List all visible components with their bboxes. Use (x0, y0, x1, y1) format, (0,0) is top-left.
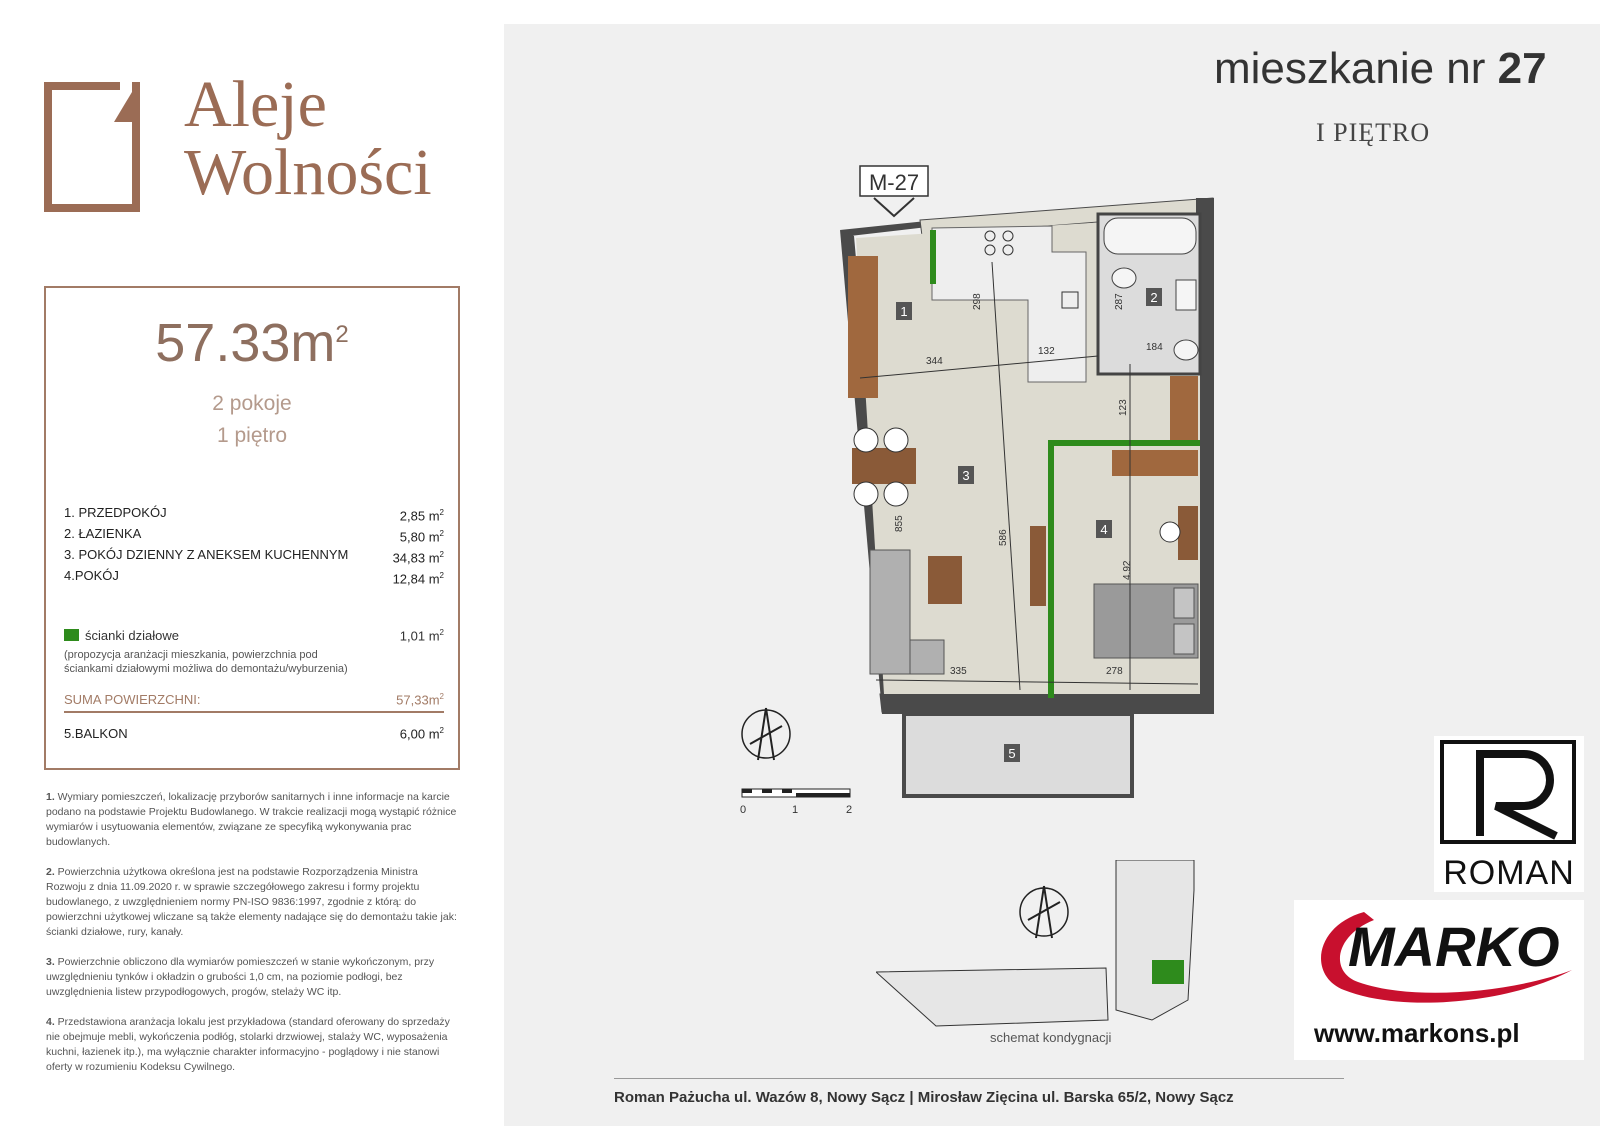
room-row: 4.POKÓJ 12,84 $m^2$ (64, 568, 444, 587)
room-list (64, 502, 444, 586)
svg-text:4: 4 (1100, 522, 1108, 537)
svg-text:344: 344 (926, 356, 943, 367)
floor-heading: I PIĘTRO (1316, 118, 1431, 147)
brand-mark-icon (44, 82, 168, 212)
partition-walls-row: ścianki działowe 1,01 $m^2$ (64, 628, 444, 643)
coffee-table (928, 556, 962, 604)
svg-text:1: 1 (900, 304, 908, 319)
svg-text:184: 184 (1146, 342, 1163, 353)
svg-text:335: 335 (950, 666, 967, 677)
footnote: 4. Przedstawiona aranżacja lokalu jest przykładowa (standard oferowany do sprzedaży nie obejmuje mebli, wykończenia podłóg, stolarki drzwiowej, stalaży WC, wyposażenia kuchni, łazienek itp.), ma wyłącznie charakter informacyjno - poglądowy i nie stanowi oferty w rozumieniu Kodeksu Cywilnego. (46, 1016, 450, 1073)
scheme-label: schemat kondygnacji (990, 1030, 1112, 1045)
svg-text:M-27: M-27 (868, 170, 920, 195)
room-row: 2. ŁAZIENKA 5,80 $m^2$ (64, 526, 444, 545)
roman-logo (1434, 736, 1584, 892)
marko-logo-text: MARKO (1348, 915, 1560, 978)
roman-logo-text: ROMAN (1443, 854, 1575, 892)
desk-chair (1160, 522, 1180, 542)
marko-logo (1294, 900, 1584, 1060)
svg-text:855: 855 (894, 515, 905, 532)
total-area: $57.33m^2$ (155, 313, 349, 373)
svg-text:123: 123 (1118, 399, 1129, 416)
room-row: 1. PRZEDPOKÓJ 2,85 $m^2$ (64, 505, 444, 524)
apartment-info-box (44, 286, 460, 770)
rooms-count: 2 pokoje (212, 392, 292, 415)
svg-text:4.92: 4.92 (1122, 560, 1133, 580)
footnotes (46, 790, 460, 1090)
balcony (904, 714, 1132, 796)
brand-name-line2: Wolności (184, 136, 432, 209)
area-sum-row: SUMA POWIERZCHNI: $57,33m^2$ (64, 692, 444, 713)
wardrobe-room4 (1112, 450, 1198, 476)
apartment-title: mieszkanie nr 27 (1214, 44, 1547, 93)
scale-bar (740, 786, 854, 816)
balcony-row: 5.BALKON 6,00 $m^2$ (64, 726, 444, 742)
footnote: 3. Powierzchnie obliczono dla wymiarów pomieszczeń w stanie wykończonym, przy uwzględnieniu tynków i okładzin o grubości 1,0 cm, na poziomie podłogi, bez uwzględnienia listew przypodłogowych, progów, stelaży WC itp. (46, 956, 435, 998)
svg-text:278: 278 (1106, 666, 1123, 677)
marko-url[interactable]: www.markons.pl (1314, 1018, 1520, 1048)
svg-text:3: 3 (962, 468, 970, 483)
brand-name-line1: Aleje (184, 68, 327, 141)
building-scheme (876, 860, 1246, 1050)
floor-label: 1 piętro (216, 424, 288, 447)
footnote: 1. Wymiary pomieszczeń, lokalizację przyborów sanitarnych i inne informacje na karcie podano na podstawie Projektu Budowlanego. W trakcie realizacji mogą wystąpić różnice wymiarów i usytuowania elementów, związane ze specyfiką wykonywania prac budowlanych. (46, 791, 457, 848)
brand-logo (44, 68, 464, 218)
svg-text:287: 287 (1114, 293, 1125, 310)
partition-walls-note: (propozycja aranżacji mieszkania, powierzchnia pod ściankami działowymi możliwa do demontażu/wyburzenia) (64, 649, 348, 675)
floor-plan (840, 160, 1280, 840)
scale-labels: 0 1 2 (740, 804, 853, 816)
scale-graphic (740, 787, 854, 799)
unit-tag (860, 166, 928, 216)
room-row: 3. POKÓJ DZIENNY Z ANEKSEM KUCHENNYM 34,83 $m^2$ (64, 547, 444, 566)
svg-text:298: 298 (972, 293, 983, 310)
svg-text:5: 5 (1008, 746, 1016, 761)
tv-cabinet (1030, 526, 1046, 606)
footnote: 2. Powierzchnia użytkowa określona jest na podstawie Rozporządzenia Ministra Rozwoju z dnia 11.09.2020 r. w sprawie szczegółowego zakresu i formy projektu budowlanego, z uwzględnieniem normy PN-ISO 9836:1997, zgodnie z którą: do powierzchni użytkowej wliczane są także elementy nadające się do demontażu takie jak: ścianki działowe, rury, kanały. (46, 866, 457, 938)
svg-text:586: 586 (998, 529, 1009, 546)
svg-text:2: 2 (1150, 290, 1158, 305)
dining-set (852, 428, 916, 506)
wardrobe-small (1170, 376, 1198, 440)
svg-text:132: 132 (1038, 346, 1055, 357)
green-legend-swatch (64, 629, 79, 641)
footer-contacts: Roman Pażucha ul. Wazów 8, Nowy Sącz | Mirosław Zięcina ul. Barska 65/2, Nowy Sącz (614, 1078, 1344, 1106)
bed (1094, 584, 1198, 658)
desk (1178, 506, 1198, 560)
north-arrow-icon (736, 704, 796, 764)
roman-mark-icon (1440, 740, 1576, 844)
scheme-highlight-unit (1152, 960, 1184, 984)
